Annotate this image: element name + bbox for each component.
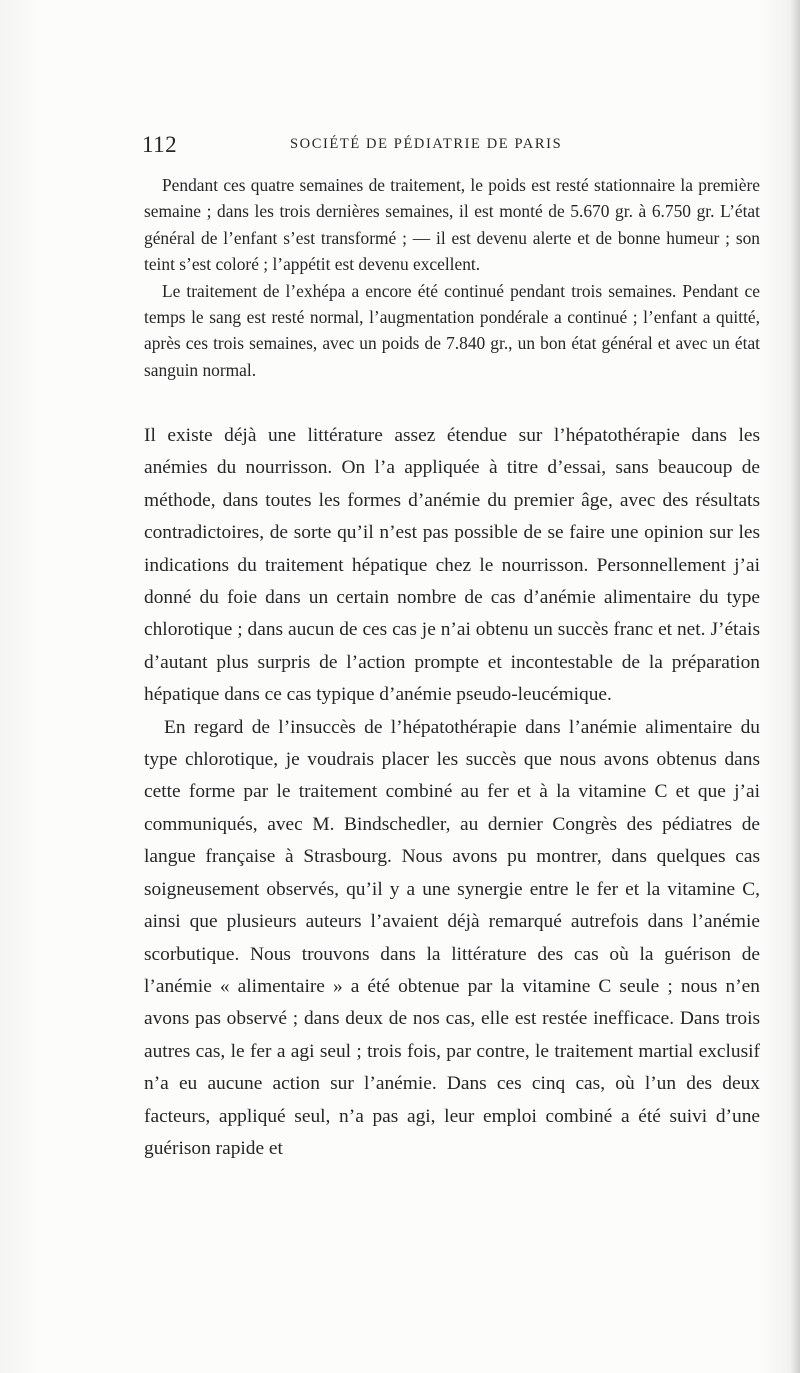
paragraph: En regard de l’insuccès de l’hépatothérapie dans l’anémie alimentaire du type chlorotique, je voudrais placer les succès que nous avons obtenus dans cette forme par le traitement combiné au fer et à la vitamine C et que j’ai communiqués, avec M. Bindschedler, au dernier Congrès des pédiatres de langue française à Strasbourg. Nous avons pu montrer, dans quelques cas soigneusement observés, qu’il y a une synergie entre le fer et la vitamine C, ainsi que plusieurs auteurs l’avaient déjà remarqué autrefois dans l’anémie scorbutique. Nous trouvons dans la littérature des cas où la guérison de l’anémie « alimentaire » a été obtenue par la vitamine C seule ; nous n’en avons pas observé ; dans deux de nos cas, elle est restée inefficace. Dans trois autres cas, le fer a agi seul ; trois fois, par contre, le traitement martial exclusif n’a eu aucune action sur l’anémie. Dans ces cinq cas, où l’un des deux facteurs, appliqué seul, n’a pas agi, leur emploi combiné a été suivi d’une guérison rapide et [144, 716, 760, 1159]
journal-title: SOCIÉTÉ DE PÉDIATRIE DE PARIS [290, 136, 563, 152]
paragraph: Il existe déjà une littérature assez étendue sur l’hépatothérapie dans les anémies du nourrisson. On l’a appliquée à titre d’essai, sans beaucoup de méthode, dans toutes les formes d’anémie du premier âge, avec des résultats contradictoires, de sorte qu’il n’est pas possible de se faire une opinion sur les indications du traitement hépatique chez le nourrisson. Personnellement j’ai donné du foie dans un certain nombre de cas d’anémie alimentaire du type chlorotique ; dans aucun de ces cas je n’ai obtenu un succès franc et net. J’étais d’autant plus surpris de l’action prompte et incontestable de la préparation hépatique dans ce cas typique d’anémie pseudo-leucémique. [144, 425, 760, 706]
running-header [142, 132, 762, 162]
page-number: 112 [142, 132, 178, 157]
case-report-block [144, 172, 760, 383]
discussion-block [144, 420, 760, 1165]
paragraph: Pendant ces quatre semaines de traitement, le poids est resté stationnaire la première semaine ; dans les trois dernières semaines, il est monté de 5.670 gr. à 6.750 gr. L’état général de l’enfant s’est transformé ; — il est devenu alerte et de bonne humeur ; son teint s’est coloré ; l’appétit est devenu excellent. [144, 175, 760, 275]
paragraph: Le traitement de l’exhépa a encore été continué pendant trois semaines. Pendant ce temps le sang est resté normal, l’augmentation pondérale a continué ; l’enfant a quitté, après ces trois semaines, avec un poids de 7.840 gr., un bon état général et avec un état sanguin normal. [144, 280, 760, 380]
page-edge-shadow [790, 0, 800, 1373]
